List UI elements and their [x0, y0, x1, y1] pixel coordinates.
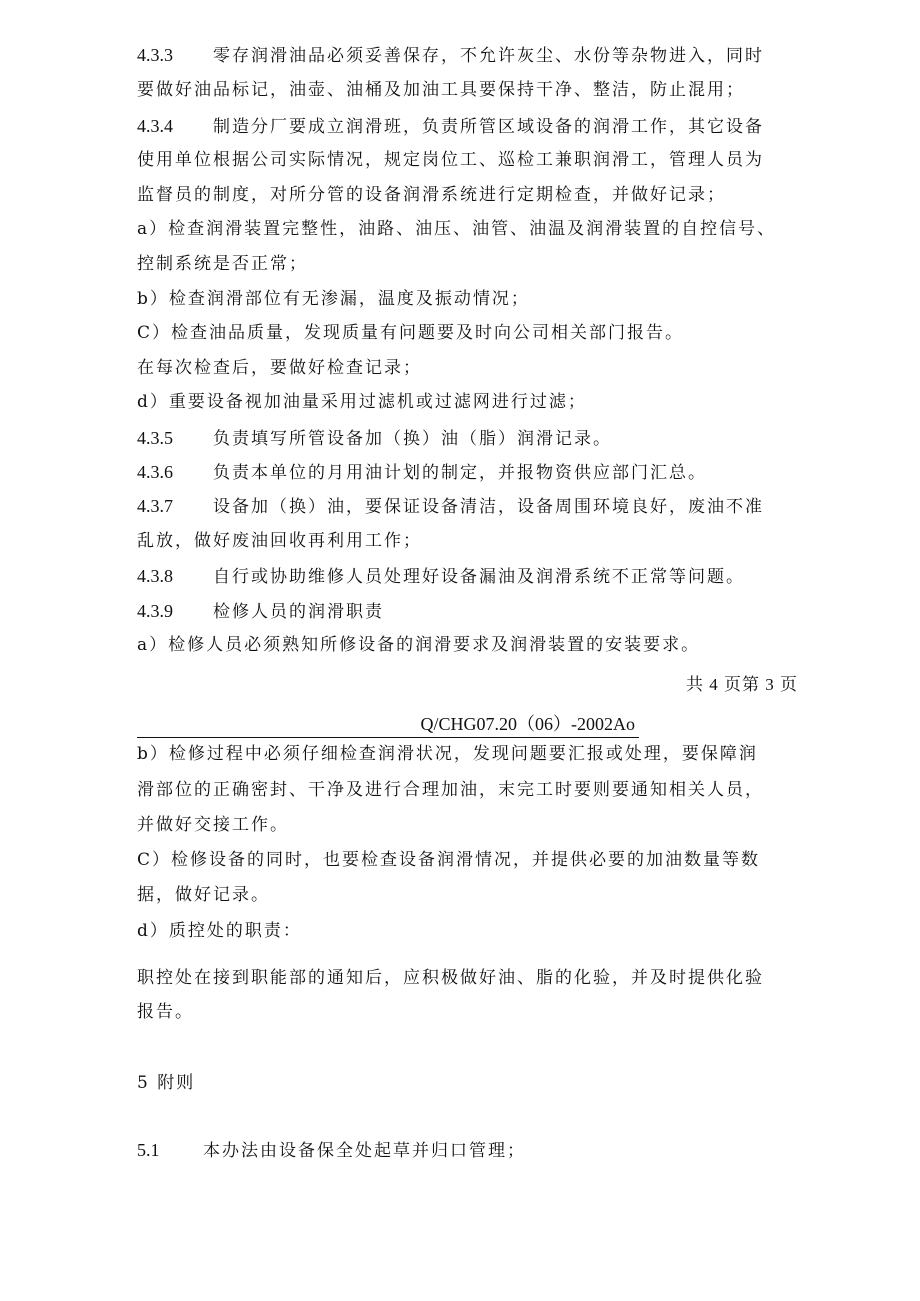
paragraph-line: 4.3.4 制造分厂要成立润滑班，负责所管区域设备的润滑工作，其它设备: [137, 116, 764, 137]
paragraph-line: 要做好油品标记，油壶、油桶及加油工具要保持干净、整洁，防止混用；: [137, 80, 745, 100]
document-header-rule: [137, 707, 639, 738]
list-item-b: b）检修过程中必须仔细检查润滑状况，发现问题要汇报或处理，要保障润: [137, 744, 758, 764]
paragraph-line: 4.3.3 零存润滑油品必须妥善保存，不允许灰尘、水份等杂物进入，同时: [137, 45, 764, 66]
list-item-c: C）检查油品质量，发现质量有问题要及时向公司相关部门报告。: [137, 323, 685, 343]
list-item-d: d）重要设备视加油量采用过滤机或过滤网进行过滤；: [137, 392, 587, 412]
list-item-b: b）检查润滑部位有无渗漏，温度及振动情况；: [137, 289, 530, 309]
clause-5-1: 5.1 本办法由设备保全处起草并归口管理；: [137, 1140, 526, 1161]
list-item-a: a）检查润滑装置完整性，油路、油压、油管、油温及润滑装置的自控信号、: [137, 219, 777, 239]
paragraph-line: 监督员的制度，对所分管的设备润滑系统进行定期检查，并做好记录；: [137, 185, 726, 205]
paragraph-line: 使用单位根据公司实际情况，规定岗位工、巡检工兼职润滑工，管理人员为: [137, 150, 764, 170]
list-item-d: d）质控处的职责：: [137, 921, 302, 941]
list-item-c: C）检修设备的同时，也要检查设备润滑情况，并提供必要的加油数量等数: [137, 850, 761, 870]
section-heading: 5 附则: [137, 1073, 196, 1093]
clause-4-3-9: 4.3.9 检修人员的润滑职责: [137, 601, 384, 622]
paragraph-line: 在每次检查后，要做好检查记录；: [137, 358, 422, 378]
page-indicator: 共 4 页第 3 页: [686, 675, 798, 694]
clause-4-3-5: 4.3.5 负责填写所管设备加（换）油（脂）润滑记录。: [137, 428, 612, 449]
list-item-a: a）检修人员必须熟知所修设备的润滑要求及润滑装置的安装要求。: [137, 635, 701, 655]
paragraph-line: 并做好交接工作。: [137, 815, 289, 835]
paragraph-line: 据，做好记录。: [137, 885, 270, 905]
paragraph-line: 控制系统是否正常；: [137, 254, 308, 274]
paragraph-line: 乱放，做好废油回收再利用工作；: [137, 531, 422, 551]
paragraph-line: 滑部位的正确密封、干净及进行合理加油，末完工时要则要通知相关人员，: [137, 780, 764, 800]
paragraph-line: 报告。: [137, 1002, 194, 1022]
paragraph-line: 职控处在接到职能部的通知后，应积极做好油、脂的化验，并及时提供化验: [137, 968, 764, 988]
clause-4-3-7: 4.3.7 设备加（换）油，要保证设备清洁，设备周围环境良好，废油不准: [137, 496, 764, 517]
clause-4-3-6: 4.3.6 负责本单位的月用油计划的制定，并报物资供应部门汇总。: [137, 462, 707, 483]
document-code: Q/CHG07.20（06）-2002Ao: [420, 714, 635, 734]
clause-4-3-8: 4.3.8 自行或协助维修人员处理好设备漏油及润滑系统不正常等问题。: [137, 566, 745, 587]
